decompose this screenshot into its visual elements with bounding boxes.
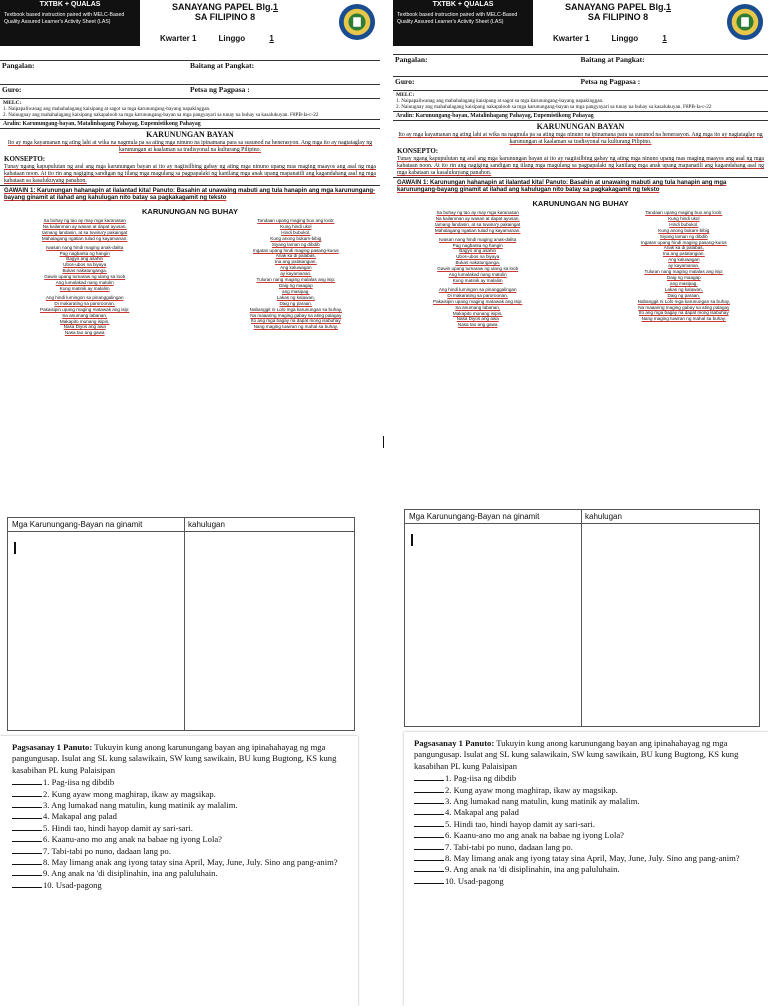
poem-line: Ina ang patatangian. bbox=[662, 251, 705, 257]
answer-blank[interactable] bbox=[414, 814, 444, 815]
teacher-row bbox=[393, 76, 768, 90]
poem-line: Pakaisipin upang maging matawak ang isip: bbox=[433, 298, 523, 304]
poem-line: Tuluran nang maging malalas ang isip: bbox=[256, 277, 336, 283]
exercise-item-text: 2. Kung ayaw mong maghirap, ikaw ay magsikap. bbox=[43, 788, 216, 799]
poem-line: Anak ka di palabas, bbox=[663, 245, 704, 251]
exercise-item-text: 6. Kaanu-ano mo ang anak na babae ng iyong Lola? bbox=[445, 830, 624, 841]
week-label: Linggo bbox=[218, 34, 248, 43]
exercise-item-text: 8. May limang anak ang iyong tatay sina April, May, June, July. Sino ang pang-anim? bbox=[445, 853, 740, 864]
poem-line: Nang maging tuwiran ng mahal sa buhay. bbox=[253, 324, 339, 330]
exercise-instructions: Pagsasanay 1 Panuto: Tukuyin kung anong karunungang bayan ang ipinahahayag ng mga pangungusap. Isulat ang SL kung salawikain, SW kung sawikain, BU kung Bugtong, KS kung kasabihan PL kung Palaisipan bbox=[12, 742, 337, 775]
name-row bbox=[0, 60, 380, 74]
poem-line: ang masipag. bbox=[670, 280, 698, 286]
poem-line: Kung hindi ukol bbox=[280, 223, 312, 229]
intro-paragraph: Ito ay mga kayamanan ng ating lahi at wika na nagmula pa sa ating mga ninuno na ipinamana para sa susunod na henerasyon. Ang mga ito ay nagtataglay ng karunungan at kaalaman sa tradisyonal na kulturang Pilipino. bbox=[7, 140, 373, 153]
poem-line: Nasa tao ang gawa bbox=[64, 330, 105, 336]
poem-title: KARUNUNGAN NG BUHAY bbox=[142, 207, 238, 216]
answer-blank[interactable] bbox=[12, 875, 42, 876]
poem-line: Anak ka di palabas, bbox=[275, 253, 316, 259]
melc-label: MELC: bbox=[396, 92, 415, 98]
date-label: Petsa ng Pagpasa : bbox=[190, 85, 250, 94]
poem-line: Sa buhay ng tao ay may mga karanasan bbox=[43, 218, 126, 223]
exercise-item bbox=[414, 785, 754, 796]
melc-item: 1. Naipapaliwanag ang mahahalagang kaisipang at sagot sa mga karunungang-bayang napakinggan. bbox=[3, 106, 211, 112]
week-number: 1 bbox=[662, 34, 667, 43]
poem-line: Daig ng paraan. bbox=[667, 292, 701, 298]
poem-line: Ang kaluwagan bbox=[280, 265, 312, 271]
poem-line: Pakaisipin upang maging matawak ang isip: bbox=[40, 306, 130, 312]
exercise-item bbox=[414, 830, 754, 841]
exercise-item-text: 4. Makapal ang palad bbox=[43, 811, 117, 822]
poem-line: Daig ng paraan. bbox=[279, 300, 313, 306]
exercise-item-text: 5. Hindi tao, hindi hayop damit ay sari-sari. bbox=[43, 822, 193, 833]
grade-label: Baitang at Pangkat: bbox=[580, 55, 645, 64]
exercise-item-text: 3. Ang lumakad nang matulin, kung matinik ay malalim. bbox=[445, 796, 640, 807]
poem-right-column bbox=[250, 218, 342, 336]
poem-line: Siyang laman ng dibdib bbox=[271, 241, 320, 247]
poem-left-column bbox=[40, 218, 129, 336]
melc-item: 1. Naipapaliwanag ang mahahalagang kaisipang at sagot sa mga karunungang-bayang napakinggan. bbox=[396, 98, 604, 104]
exercise-item-text: 6. Kaanu-ano mo ang anak na babae ng iyong Lola? bbox=[43, 834, 222, 845]
konsepto-paragraph: Tunay ngang kapupulutan ng aral ang mga karunungan bayan at ito ay nagiisilbing gabay ng ating mga ninuno upang mas maging maayos ang asal ng mga kabataan noon. At ito rin ang nagiging sandigan ng iilang mga magulang sa pagpapalaki ng kanilang mga anak upang mapanatili ang kagandahang asal ng mga kabataan sa kasalukuyang panahon. bbox=[397, 156, 764, 176]
poem-line: ay kayamanan. bbox=[280, 271, 312, 277]
poem-line: Pag nagbanta ng hangin bbox=[452, 242, 503, 248]
poem-line: Daig ng maagap bbox=[666, 274, 701, 280]
worksheet-header bbox=[0, 0, 380, 46]
exercise-item-text: 1. Pag-iisa ng dibdib bbox=[43, 777, 115, 788]
answer-blank[interactable] bbox=[414, 803, 444, 804]
text-cursor bbox=[383, 436, 384, 448]
konsepto-paragraph: Tunay ngang kapupulutan ng aral ang mga karunungan bayan at ito ay nagiisilbing gabay ng ating mga ninuno upang mas maging maayos ang asal ng mga kabataan noon. At ito rin ang nagiging sandigan ng iilang mga magulang sa pagpapalaki ng kanilang mga anak upang mapanatili ang kagandahang asal ng mga kabataan sa kasalukuyang panahon. bbox=[4, 164, 376, 184]
answer-blank[interactable] bbox=[12, 830, 42, 831]
poem-line: Na maaaring maging gabay sa ating palagay bbox=[638, 304, 730, 310]
poem-line: Sa anumang labanan, bbox=[455, 304, 501, 310]
week-label: Linggo bbox=[611, 34, 641, 43]
exercise-items bbox=[12, 777, 342, 891]
intro-paragraph: Ito ay mga kayamanan ng ating lahi at wika na nagmula pa sa ating mga ninuno na ipinamana para sa susunod na henerasyon. Ang mga ito ay nagtataglay ng karunungan at kaalaman sa tradisyonal na kulturang Pilipino. bbox=[398, 132, 763, 145]
exercise-item bbox=[12, 789, 342, 800]
table-header-karunungan: Mga Karunungang-Bayan na ginamit bbox=[409, 512, 540, 521]
poem-line: Lakas ng kalawan, bbox=[664, 286, 703, 292]
quarter-row bbox=[553, 34, 689, 43]
poem-right-column bbox=[638, 210, 730, 328]
table-header-kahulugan: kahulugan bbox=[585, 512, 622, 521]
brand-description: Textbook based instruction paired with MELC-Based Quality Assured Learner's Activity Sheet (LAS) bbox=[4, 12, 125, 25]
poem-line: Siyang laman ng dibdib bbox=[659, 233, 708, 239]
text-cursor bbox=[411, 534, 413, 546]
poem-line: Tandaan upang maging buo ang loob: bbox=[257, 218, 335, 223]
answer-blank[interactable] bbox=[414, 792, 444, 793]
exercise-left[interactable] bbox=[12, 742, 342, 891]
poem-line: Daig ng maagap bbox=[278, 282, 313, 288]
exercise-item-text: 7. Tabi-tabi po nuno, dadaan lang po. bbox=[43, 845, 171, 856]
poem-line: Kung anong bukam-bibig bbox=[270, 235, 322, 241]
answer-blank[interactable] bbox=[414, 826, 444, 827]
exercise-item bbox=[12, 811, 342, 822]
exercise-right[interactable] bbox=[414, 738, 754, 887]
answer-blank[interactable] bbox=[12, 853, 42, 854]
quarter-row bbox=[160, 34, 296, 43]
subject-label: SA FILIPINO 8 bbox=[194, 12, 256, 22]
poem-line: Mahalagang ngatian tulad ng kayamanan. bbox=[434, 227, 521, 233]
poem-line: Nasa tao ang gawa bbox=[457, 322, 498, 328]
table-divider bbox=[184, 518, 185, 730]
poem-line: Gawin upang tumaraw ng ulang sa loob bbox=[437, 266, 519, 272]
grade-label: Baitang at Pangkat: bbox=[190, 61, 255, 70]
exercise-instructions: Pagsasanay 1 Panuto: Tukuyin kung anong karunungang bayan ang ipinahahayag ng mga pangungusap. Isulat ang SL kung salawikain, SW kung sawikain, BU kung Bugtong, KS kung kasabihan PL kung Palaisipan bbox=[414, 738, 739, 771]
answer-table-left[interactable] bbox=[7, 517, 355, 731]
poem-line: Ang hindi lumingon sa pinanggalingan bbox=[45, 294, 124, 300]
poem-title: KARUNUNGAN NG BUHAY bbox=[532, 199, 629, 208]
exercise-item bbox=[12, 800, 342, 811]
poem-line: Ang hindi lumingon sa pinanggalingan bbox=[438, 286, 517, 292]
poem-line: Kung anong bukam-bibig bbox=[658, 227, 710, 233]
poem-line: Ingatan upang hindi maging pasang-kurus bbox=[640, 239, 727, 245]
exercise-item-text: 1. Pag-iisa ng dibdib bbox=[445, 773, 517, 784]
poem-line: Nasa Diyos ang awa bbox=[456, 316, 499, 322]
date-label: Petsa ng Pagpasa : bbox=[580, 77, 641, 86]
answer-blank[interactable] bbox=[12, 784, 42, 785]
poem-line: Hindi bubukol. bbox=[281, 229, 311, 235]
quarter-label: Kwarter 1 bbox=[553, 34, 590, 43]
section-title: KARUNUNGAN BAYAN bbox=[536, 122, 625, 131]
exercise-item-text: 5. Hindi tao, hindi hayop damit ay sari-sari. bbox=[445, 818, 595, 829]
table-divider bbox=[581, 510, 582, 726]
poem-line: Ingatan upang hindi maging pasang-kurus bbox=[252, 247, 339, 253]
poem-line: Ubos-ubos na biyaya bbox=[63, 262, 107, 268]
melc-label: MELC: bbox=[3, 100, 22, 106]
poem-line: Hindi bubukol. bbox=[669, 221, 699, 227]
poem-line: Na maaaring maging gabay sa ating palagay bbox=[250, 312, 342, 318]
melc-box bbox=[0, 98, 380, 120]
poem-line: Bukas nakatunganga. bbox=[62, 268, 107, 274]
poem-line: Bagyo ang asahin bbox=[66, 256, 104, 262]
poem-line: tamang landasin, at sa tuwina'y pakaingat bbox=[42, 229, 128, 235]
answer-blank[interactable] bbox=[414, 837, 444, 838]
title-number: 1 bbox=[666, 2, 672, 12]
lesson-label: Aralin: Karunungang-bayan, Matalinhagang Pahayag, Eupemistikong Pahayag bbox=[0, 120, 380, 129]
poem-line: Na kailanman ay wasan at dapat ayusan, bbox=[42, 223, 127, 229]
poem-line: Nasa Diyos ang awa bbox=[63, 324, 106, 330]
answer-blank[interactable] bbox=[12, 864, 42, 865]
section-title: KARUNUNGAN BAYAN bbox=[146, 130, 234, 139]
melc-box bbox=[393, 90, 768, 112]
poem-line: Makapito munang isipin, bbox=[452, 310, 503, 316]
poem-line: tamang landasin, at sa tuwina'y pakaingat bbox=[435, 221, 521, 227]
melc-item: 2. Naiuugnay ang mahahalagang kaisipang nakapaloob sa mga karunungang-bayan sa mga pangyayari sa tunay na buhay sa kasalukuyan. F8PB-Ia-c-22 bbox=[3, 112, 319, 118]
poem-line: Nabanggit ni Lolo mga karunungan sa buhay, bbox=[249, 306, 342, 312]
poem bbox=[393, 210, 768, 328]
poem-left-column bbox=[433, 210, 522, 328]
exercise-item-text: 4. Makapal ang palad bbox=[445, 807, 519, 818]
exercise-item bbox=[414, 807, 754, 818]
worksheet-title bbox=[150, 2, 300, 22]
poem-line: Kung hindi ukol bbox=[668, 215, 700, 221]
answer-blank[interactable] bbox=[12, 841, 42, 842]
exercise-item bbox=[414, 773, 754, 784]
gawain-instructions: GAWAIN 1: Karunungan hahanapin at ilalantad kita! Panuto: Basahin at unawaing mabuti ang tula hanapin ang mga karunungang-bayang ginamit at ilahad ang kahulugan nito batay sa pagkakagamit ng teksto bbox=[393, 177, 768, 196]
teacher-label: Guro: bbox=[395, 77, 415, 86]
exercise-item bbox=[414, 876, 754, 887]
answer-table-right[interactable] bbox=[404, 509, 760, 727]
teacher-row bbox=[0, 84, 380, 98]
answer-blank[interactable] bbox=[12, 887, 42, 888]
answer-blank[interactable] bbox=[12, 807, 42, 808]
poem-line: Ang kaluwagan bbox=[668, 257, 700, 263]
answer-blank[interactable] bbox=[414, 860, 444, 861]
worksheet-left bbox=[0, 0, 380, 503]
table-divider bbox=[405, 523, 759, 524]
answer-blank[interactable] bbox=[12, 796, 42, 797]
exercise-item-text: 9. Ang anak na 'di disiplinahin, ina ang paluluhain. bbox=[43, 868, 218, 879]
exercise-item bbox=[12, 823, 342, 834]
txtbk-logo bbox=[0, 0, 140, 46]
poem-line: Ang lumalakad nang matulin bbox=[448, 272, 507, 278]
poem-line: Mahalagang ngatian tulad ng kayamanan. bbox=[41, 235, 128, 241]
poem-line: Kung matinik ay malalim bbox=[59, 285, 110, 291]
poem-line: ay kayamanan. bbox=[668, 263, 700, 269]
exercise-item bbox=[12, 868, 342, 879]
exercise-items bbox=[414, 773, 754, 887]
exercise-item bbox=[12, 846, 342, 857]
table-header-karunungan: Mga Karunungang-Bayan na ginamit bbox=[12, 520, 143, 529]
brand-label: TXTBK + QUALAS bbox=[432, 1, 494, 8]
poem-line: Na kailanman ay wasan at dapat ayusan, bbox=[435, 215, 520, 221]
title-prefix: SANAYANG PAPEL Blg. bbox=[171, 2, 273, 12]
exercise-item-text: 2. Kung ayaw mong maghirap, ikaw ay magsikap. bbox=[445, 784, 618, 795]
answer-blank[interactable] bbox=[414, 780, 444, 781]
name-row bbox=[393, 54, 768, 68]
exercise-item-text: 10. Usad-pagong bbox=[43, 879, 102, 890]
exercise-item-text: 8. May limang anak ang iyong tatay sina April, May, June, July. Sino ang pang-anim? bbox=[43, 857, 338, 868]
exercise-item-text: 9. Ang anak na 'di disiplinahin, ina ang paluluhain. bbox=[445, 864, 620, 875]
answer-blank[interactable] bbox=[414, 871, 444, 872]
table-divider bbox=[8, 531, 354, 532]
poem-line: Nang maging tuwiran ng mahal sa buhay. bbox=[641, 316, 727, 322]
text-cursor bbox=[14, 542, 16, 554]
subject-label: SA FILIPINO 8 bbox=[587, 12, 649, 22]
poem-line: Bukas nakatunganga. bbox=[455, 260, 500, 266]
konsepto-heading: KONSEPTO: bbox=[4, 155, 46, 163]
poem-line: ang masipag. bbox=[282, 288, 310, 294]
konsepto-heading: KONSEPTO: bbox=[397, 147, 439, 155]
poem-line: Ito ang mga bagay na dapat mong isabuhay bbox=[250, 318, 341, 324]
exercise-item bbox=[414, 842, 754, 853]
poem-line: Kung matinik ay malalim bbox=[452, 277, 503, 283]
exercise-item bbox=[414, 853, 754, 864]
table-header-kahulugan: kahulugan bbox=[188, 520, 225, 529]
exercise-item bbox=[12, 857, 342, 868]
exercise-item bbox=[12, 880, 342, 891]
week-number: 1 bbox=[269, 34, 274, 43]
name-label: Pangalan: bbox=[395, 55, 428, 64]
name-label: Pangalan: bbox=[2, 61, 35, 70]
gawain-instructions: GAWAIN 1: Karunungan hahanapin at ilalantad kita! Panuto: Basahin at unawaing mabuti ang tula hanapin ang mga karunungang-bayang ginamit at ilahad ang kahulugan nito batay sa pagkakagamit ng teksto bbox=[0, 185, 380, 204]
poem-line: Bagyo ang asahin bbox=[459, 248, 497, 254]
quarter-label: Kwarter 1 bbox=[160, 34, 197, 43]
teacher-label: Guro: bbox=[2, 85, 22, 94]
poem bbox=[0, 218, 380, 336]
poem-line: Makapito munang isipin, bbox=[59, 318, 110, 324]
poem-line: Iwasan nang hindi maging anak-dalita bbox=[46, 244, 124, 250]
worksheet-title bbox=[543, 2, 693, 22]
melc-item: 2. Naiuugnay ang mahahalagang kaisipang nakapaloob sa mga karunungang-bayan sa mga pangyayari sa tunay na buhay sa kasalukuyan. F8PB-Ia-c-22 bbox=[396, 104, 712, 110]
poem-line: Sa buhay ng tao ay may mga karanasan bbox=[436, 210, 519, 215]
answer-blank[interactable] bbox=[414, 883, 444, 884]
poem-line: Di makarating sa paroroonan. bbox=[447, 292, 508, 298]
school-seal-icon bbox=[726, 3, 764, 41]
exercise-item bbox=[414, 819, 754, 830]
poem-line: Gawin upang tumaraw ng ulang sa loob bbox=[44, 274, 126, 280]
poem-line: Nabanggit ni Lolo mga karunungan sa buhay, bbox=[637, 298, 730, 304]
answer-blank[interactable] bbox=[414, 849, 444, 850]
poem-line: Tuluran nang maging malalas ang isip: bbox=[644, 269, 724, 275]
school-seal-icon bbox=[338, 3, 376, 41]
exercise-item bbox=[12, 834, 342, 845]
exercise-item bbox=[414, 796, 754, 807]
poem-line: Tandaan upang maging buo ang loob: bbox=[645, 210, 723, 215]
poem-line: Lakas ng kalawan, bbox=[276, 294, 315, 300]
poem-line: Ito ang mga bagay na dapat mong isabuhay bbox=[638, 310, 729, 316]
worksheet-right bbox=[393, 0, 768, 503]
poem-line: Sa anumang labanan, bbox=[62, 312, 108, 318]
exercise-item bbox=[12, 777, 342, 788]
poem-line: Di makarating sa paroroonan. bbox=[54, 300, 115, 306]
brand-description: Textbook based instruction paired with MELC-Based Quality Assured Learner's Activity Sheet (LAS) bbox=[397, 12, 518, 25]
brand-label: TXTBK + QUALAS bbox=[39, 1, 101, 8]
poem-line: Iwasan nang hindi maging anak-dalita bbox=[439, 236, 517, 242]
poem-line: Ubos-ubos na biyaya bbox=[456, 254, 500, 260]
poem-line: Ang lumalakad nang matulin bbox=[55, 280, 114, 286]
title-number: 1 bbox=[273, 2, 279, 12]
title-prefix: SANAYANG PAPEL Blg. bbox=[564, 2, 666, 12]
exercise-item-text: 3. Ang lumakad nang matulin, kung matinik ay malalim. bbox=[43, 800, 238, 811]
lesson-label: Aralin: Karunungang-bayan, Matalinhagang Pahayag, Eupemistikong Pahayag bbox=[393, 112, 768, 121]
worksheet-header bbox=[393, 0, 768, 46]
poem-line: Pag nagbanta ng hangin bbox=[59, 250, 110, 256]
poem-line: Ina ang patatangian. bbox=[274, 259, 317, 265]
answer-blank[interactable] bbox=[12, 818, 42, 819]
exercise-item-text: 10. Usad-pagong bbox=[445, 875, 504, 886]
txtbk-logo bbox=[393, 0, 533, 46]
exercise-item-text: 7. Tabi-tabi po nuno, dadaan lang po. bbox=[445, 841, 573, 852]
exercise-item bbox=[414, 864, 754, 875]
